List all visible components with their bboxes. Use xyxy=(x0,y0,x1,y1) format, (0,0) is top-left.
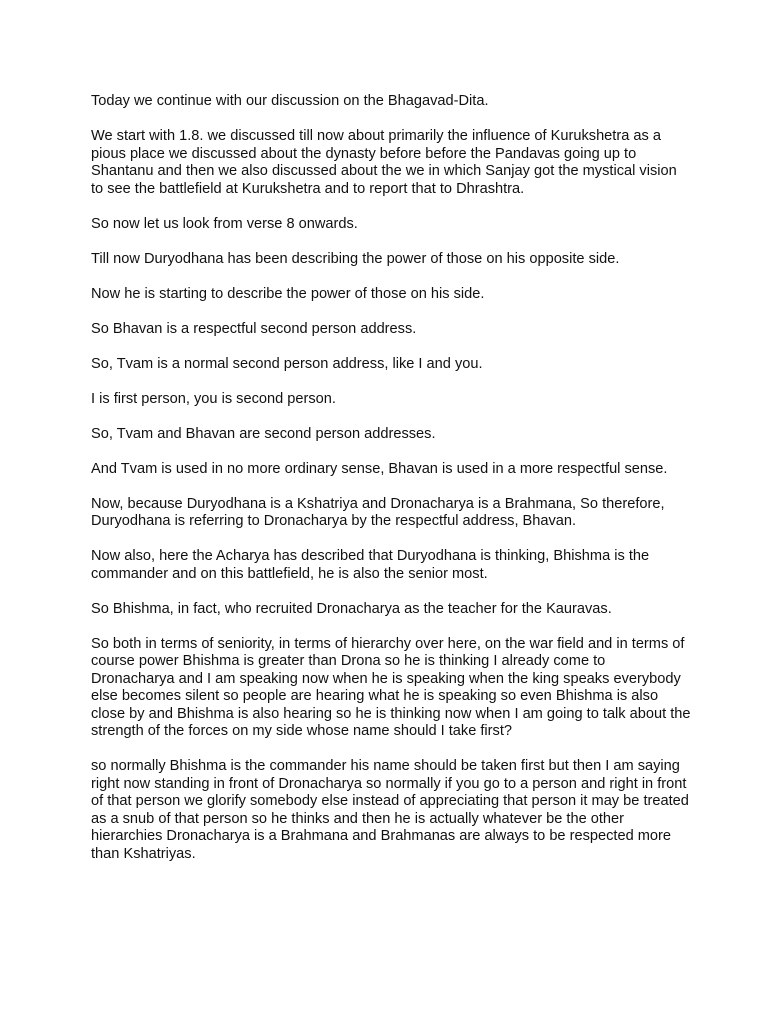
paragraph-6: So Bhavan is a respectful second person address. xyxy=(91,320,417,337)
paragraph-1: Today we continue with our discussion on the Bhagavad-Dita. xyxy=(91,93,489,109)
paragraph-10: And Tvam is used in no more ordinary sense, Bhavan is used in a more respectful sense. xyxy=(91,460,668,477)
paragraph-9: So, Tvam and Bhavan are second person addresses. xyxy=(91,425,436,442)
paragraph-15: so normally Bhishma is the commander his name should be taken first but then I am saying right now standing in front of Dronacharya so normally if you go to a person and right in front of that person we glorify somebody else instead of appreciating that person it may be treated as a snub of that person so he thinks and then he is actually whatever be the other hierarchies Dronacharya is a Brahmana and Brahmanas are always to be respected more than Kshatriyas. xyxy=(91,758,689,862)
paragraph-4: Till now Duryodhana has been describing the power of those on his opposite side. xyxy=(91,250,620,267)
paragraph-11: Now, because Duryodhana is a Kshatriya and Dronacharya is a Brahmana, So therefore, Duryodhana is referring to Dronacharya by the respectful address, Bhavan. xyxy=(91,495,665,529)
paragraph-2: We start with 1.8. we discussed till now about primarily the influence of Kurukshetra as a pious place we discussed about the dynasty before before the Pandavas going up to Shantanu and then we also discussed about the we in which Sanjay got the mystical vision to see the battlefield at Kurukshetra and to report that to Dhrashtra. xyxy=(91,128,677,197)
paragraph-7: So, Tvam is a normal second person address, like I and you. xyxy=(91,355,483,372)
paragraph-13: So Bhishma, in fact, who recruited Dronacharya as the teacher for the Kauravas. xyxy=(91,600,612,617)
document-page xyxy=(91,93,691,881)
paragraph-3: So now let us look from verse 8 onwards. xyxy=(91,215,358,232)
paragraph-8: I is first person, you is second person. xyxy=(91,390,336,407)
paragraph-12: Now also, here the Acharya has described that Duryodhana is thinking, Bhishma is the commander and on this battlefield, he is also the senior most. xyxy=(91,548,650,582)
paragraph-5: Now he is starting to describe the power of those on his side. xyxy=(91,285,485,302)
paragraph-14: So both in terms of seniority, in terms of hierarchy over here, on the war field and in terms of course power Bhishma is greater than Drona so he is thinking I already come to Dronacharya and I am speaking now when he is speaking when the king speaks everybody else becomes silent so people are hearing what he is speaking so even Bhishma is also close by and Bhishma is also hearing so he is thinking now when I am going to talk about the strength of the forces on my side whose name should I take first? xyxy=(91,635,691,739)
